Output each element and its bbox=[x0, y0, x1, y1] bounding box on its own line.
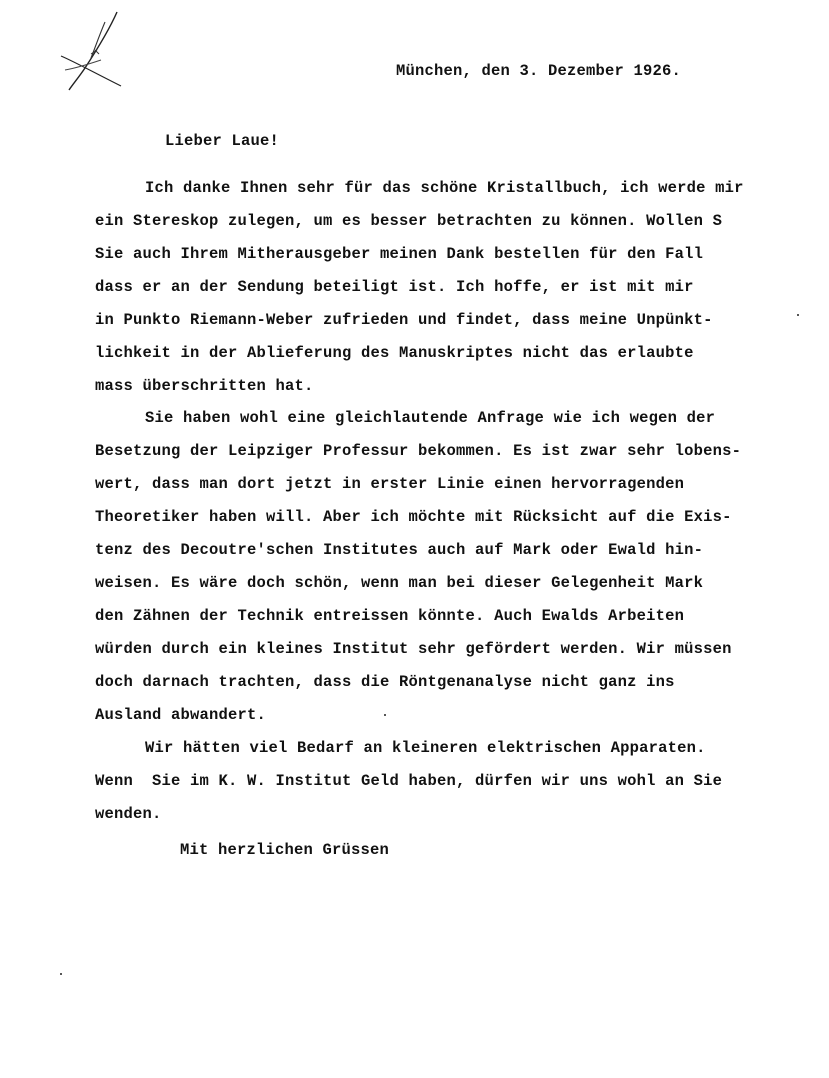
letter-line: tenz des Decoutre'schen Institutes auch auf Mark oder Ewald hin- bbox=[95, 541, 704, 559]
letter-line: weisen. Es wäre doch schön, wenn man bei dieser Gelegenheit Mark bbox=[95, 574, 704, 592]
letter-line: doch darnach trachten, dass die Röntgenanalyse nicht ganz ins bbox=[95, 673, 675, 691]
paper-speck bbox=[384, 714, 386, 716]
letter-line: würden durch ein kleines Institut sehr gefördert werden. Wir müssen bbox=[95, 640, 732, 658]
dateline: München, den 3. Dezember 1926. bbox=[396, 62, 682, 80]
letter-line: Ausland abwandert. bbox=[95, 706, 267, 724]
letter-line: ein Stereskop zulegen, um es besser betrachten zu können. Wollen S bbox=[95, 212, 723, 230]
letter-line: mass überschritten hat. bbox=[95, 377, 314, 395]
paper-speck bbox=[60, 973, 62, 975]
letter-line: in Punkto Riemann-Weber zufrieden und findet, dass meine Unpünkt- bbox=[95, 311, 713, 329]
letter-line: Wir hätten viel Bedarf an kleineren elektrischen Apparaten. bbox=[145, 739, 706, 757]
letter-line: Theoretiker haben will. Aber ich möchte mit Rücksicht auf die Exis- bbox=[95, 508, 732, 526]
letter-line: Wenn Sie im K. W. Institut Geld haben, dürfen wir uns wohl an Sie bbox=[95, 772, 723, 790]
letter-line: wenden. bbox=[95, 805, 162, 823]
letter-line: den Zähnen der Technik entreissen könnte. Auch Ewalds Arbeiten bbox=[95, 607, 685, 625]
letter-line: wert, dass man dort jetzt in erster Linie einen hervorragenden bbox=[95, 475, 685, 493]
letter-line: dass er an der Sendung beteiligt ist. Ich hoffe, er ist mit mir bbox=[95, 278, 694, 296]
pen-mark bbox=[55, 10, 130, 95]
letter-line: Ich danke Ihnen sehr für das schöne Kristallbuch, ich werde mir bbox=[145, 179, 744, 197]
closing: Mit herzlichen Grüssen bbox=[180, 841, 390, 859]
salutation: Lieber Laue! bbox=[165, 132, 280, 150]
letter-line: lichkeit in der Ablieferung des Manuskriptes nicht das erlaubte bbox=[95, 344, 694, 362]
letter-line: Besetzung der Leipziger Professur bekommen. Es ist zwar sehr lobens- bbox=[95, 442, 742, 460]
paper-speck bbox=[797, 314, 799, 316]
letter-line: Sie haben wohl eine gleichlautende Anfrage wie ich wegen der bbox=[145, 409, 716, 427]
letter-line: Sie auch Ihrem Mitherausgeber meinen Dank bestellen für den Fall bbox=[95, 245, 704, 263]
